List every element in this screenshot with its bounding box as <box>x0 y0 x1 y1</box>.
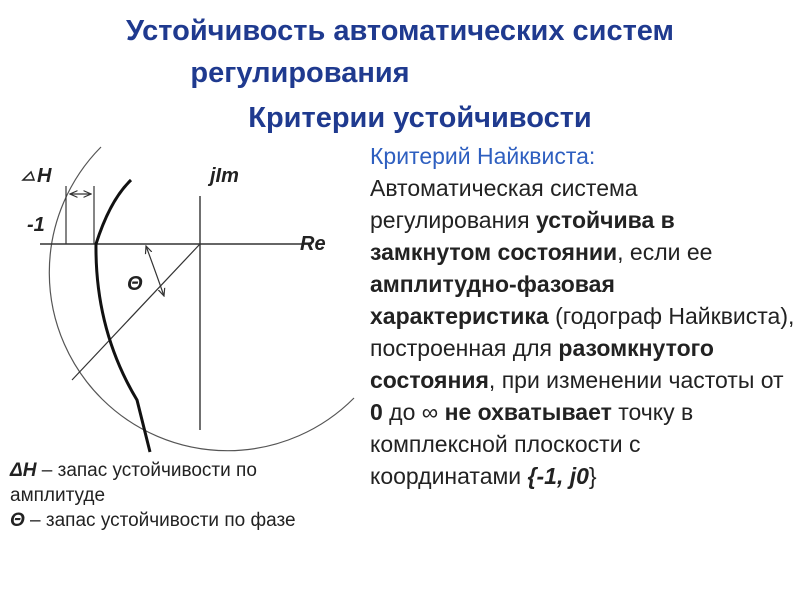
title-line-2: регулирования <box>190 57 410 89</box>
nyquist-curve <box>96 180 150 452</box>
minus-one-label: -1 <box>27 214 45 236</box>
real-axis-label: Re <box>300 233 326 255</box>
theta-symbol: Θ <box>10 510 25 531</box>
phase-margin-ray <box>72 244 200 380</box>
criterion-bold-1: устойчива в замкнутом состоянии <box>370 207 675 265</box>
criterion-heading: Критерий Найквиста: <box>370 143 596 169</box>
criterion-part-6: точку в комплексной плоскости с координатами <box>370 399 694 489</box>
criterion-bold-3: разомкнутого состояния <box>370 335 714 393</box>
criterion-part-5: до ∞ <box>382 399 445 425</box>
criterion-part-1: Автоматическая система регулирования <box>370 175 638 233</box>
delta-h-description: – запас устойчивости по амплитуде <box>10 460 257 506</box>
criterion-bold-4: 0 <box>370 399 383 425</box>
theta-description: – запас устойчивости по фазе <box>24 510 296 531</box>
nyquist-criterion-text <box>370 140 795 492</box>
delta-h-symbol: ΔH <box>10 460 37 481</box>
criterion-part-3: (годограф Найквиста), построенная для <box>370 303 795 361</box>
criterion-bold-6: {-1, j0 <box>527 463 589 489</box>
criterion-part-2: , если ее <box>617 239 713 265</box>
criterion-part-7: } <box>588 463 597 489</box>
imag-axis-label: jIm <box>210 165 239 187</box>
nyquist-diagram <box>0 140 360 460</box>
criterion-bold-2: амплитудно-фазовая характеристика <box>370 271 615 329</box>
theta-arc <box>146 246 164 296</box>
unit-circle-arc <box>49 147 354 451</box>
title-line-1: Устойчивость автоматических систем <box>125 15 675 47</box>
criterion-part-4: , при изменении частоты от <box>488 367 784 393</box>
delta-h-label: H <box>37 165 52 187</box>
legend-text <box>10 458 355 533</box>
delta-triangle-icon <box>23 172 34 180</box>
theta-label: Θ <box>127 273 143 295</box>
criterion-bold-5: не охватывает <box>444 399 612 425</box>
slide-subtitle: Критерии устойчивости <box>248 102 592 134</box>
